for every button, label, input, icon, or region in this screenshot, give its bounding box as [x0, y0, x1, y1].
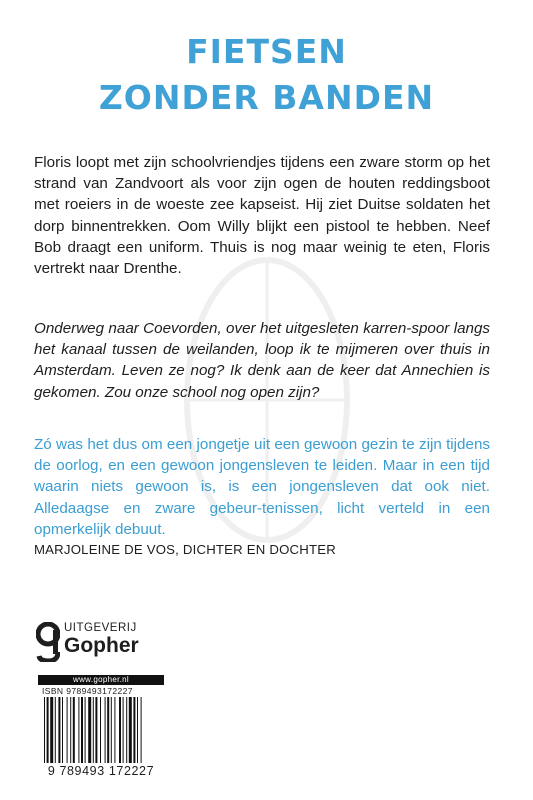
publisher-name: Gopher: [64, 634, 139, 657]
barcode-bar: [129, 697, 132, 763]
publisher-label: UITGEVERIJ: [64, 622, 137, 634]
barcode-bar: [119, 697, 121, 763]
barcode-bar: [141, 697, 142, 763]
barcode-bar: [100, 697, 101, 763]
publisher-url: www.gopher.nl: [38, 675, 164, 685]
gopher-g-logo-icon: [36, 622, 60, 662]
barcode-bar: [78, 697, 79, 763]
isbn-barcode: [38, 675, 164, 779]
barcode-bar: [58, 697, 60, 763]
barcode-bar: [73, 697, 75, 763]
barcode-bar: [44, 697, 45, 763]
barcode-bars: [44, 697, 162, 767]
book-title-line-1: FIETSEN: [186, 32, 347, 71]
review-quote: Zó was het dus om een jongetje uit een gewoon gezin te zijn tijdens de oorlog, en een gewoon jongensleven te leiden. Maar in een tijd waarin niets gewoon is, is een jongensleven dat ook niet. Alledaagse en zware gebeur-tenissen, licht verteld in een opmerkelijk debuut.: [34, 436, 490, 538]
barcode-bar: [70, 697, 71, 763]
barcode-bar: [111, 697, 112, 763]
barcode-bar: [62, 697, 63, 763]
barcode-bar: [105, 697, 106, 763]
isbn-label: ISBN 9789493172227: [42, 686, 133, 696]
barcode-bar: [95, 697, 97, 763]
barcode-bar: [114, 697, 115, 763]
barcode-bar: [55, 697, 56, 763]
barcode-bar: [137, 697, 138, 763]
barcode-bar: [67, 697, 68, 763]
book-title-line-2: ZONDER BANDEN: [98, 78, 435, 117]
publisher-logo: [36, 620, 196, 664]
barcode-bar: [50, 697, 53, 763]
barcode-bar: [107, 697, 109, 763]
blurb-paragraph: Floris loopt met zijn schoolvriendjes tijdens een zware storm op het strand van Zandvoort als voor zijn ogen de houten reddingsboot met roeiers in de woeste zee kapseist. Hij ziet Duitse soldaten het dorp binnentrekken. Oom Willy blijkt een pistool te hebben. Neef Bob draagt een uniform. Thuis is nog maar weinig te eten, Floris vertrekt naar Drenthe.: [34, 154, 490, 278]
excerpt-paragraph: Onderweg naar Coevorden, over het uitgesleten karren-spoor langs het kanaal tussen de weilanden, loop ik te mijmeren over thuis in Amsterdam. Leven ze nog? Ik denk aan de keer dat Annechien is gekomen. Zou onze school nog open zijn?: [34, 320, 490, 401]
barcode-bar: [133, 697, 135, 763]
quote-attribution: MARJOLEINE DE VOS, DICHTER EN DOCHTER: [34, 542, 336, 557]
barcode-digits: 9 789493 172227: [47, 764, 155, 778]
barcode-bar: [123, 697, 124, 763]
barcode-bar: [93, 697, 94, 763]
barcode-bar: [81, 697, 83, 763]
barcode-bar: [126, 697, 127, 763]
barcode-bar: [47, 697, 49, 763]
barcode-bar: [85, 697, 86, 763]
barcode-bar: [88, 697, 91, 763]
